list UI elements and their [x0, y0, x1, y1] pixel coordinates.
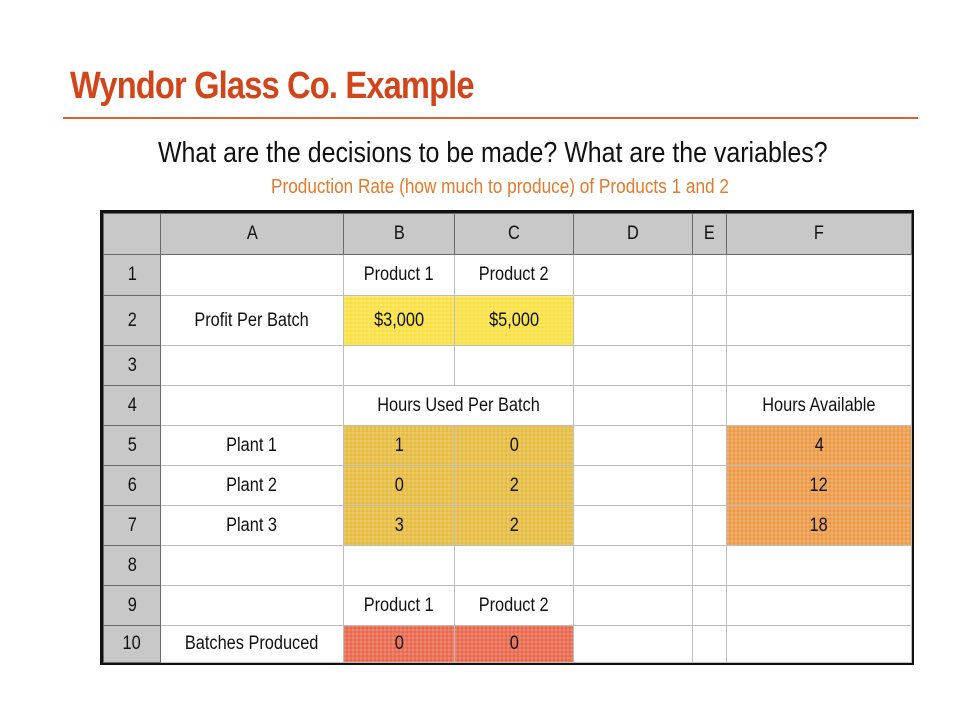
column-header-a[interactable] — [161, 214, 344, 255]
cell-d4[interactable] — [574, 386, 693, 426]
column-header-c[interactable] — [455, 214, 574, 255]
cell-d9[interactable] — [574, 586, 693, 626]
cell-c5[interactable] — [455, 426, 574, 466]
cell-b3[interactable] — [344, 346, 455, 386]
cell-text: 0 — [509, 434, 519, 456]
column-header-b[interactable] — [344, 214, 455, 255]
cell-text: $5,000 — [489, 309, 539, 331]
cell-text: Plant 1 — [226, 434, 278, 456]
question-text: What are the decisions to be made? What are the variables? — [158, 137, 828, 169]
row-number: 3 — [127, 354, 137, 376]
cell-text: 3 — [394, 514, 404, 536]
cell-b2[interactable] — [344, 296, 455, 346]
row-header-5[interactable] — [104, 426, 161, 466]
corner-cell[interactable] — [104, 214, 161, 255]
column-header-label: D — [627, 223, 639, 244]
cell-c7[interactable] — [455, 506, 574, 546]
cell-f7[interactable] — [727, 506, 912, 546]
title-divider — [63, 117, 918, 119]
cell-text: 0 — [394, 474, 404, 496]
table-row — [104, 546, 912, 586]
cell-b1[interactable] — [344, 255, 455, 296]
cell-e8[interactable] — [693, 546, 727, 586]
cell-text: Batches Produced — [185, 633, 319, 654]
cell-text: Profit Per Batch — [194, 309, 310, 331]
cell-c10[interactable] — [455, 626, 574, 663]
cell-f3[interactable] — [727, 346, 912, 386]
cell-f10[interactable] — [727, 626, 912, 663]
table-row — [104, 586, 912, 626]
cell-text: 4 — [814, 434, 824, 456]
row-number: 4 — [127, 394, 137, 416]
cell-e3[interactable] — [693, 346, 727, 386]
cell-c2[interactable] — [455, 296, 574, 346]
table-row — [104, 346, 912, 386]
cell-b6[interactable] — [344, 466, 455, 506]
cell-e7[interactable] — [693, 506, 727, 546]
cell-d3[interactable] — [574, 346, 693, 386]
cell-b9[interactable] — [344, 586, 455, 626]
column-header-d[interactable] — [574, 214, 693, 255]
cell-f6[interactable] — [727, 466, 912, 506]
cell-text: Product 1 — [364, 264, 434, 285]
cell-e2[interactable] — [693, 296, 727, 346]
column-header-e[interactable] — [693, 214, 727, 255]
cell-c6[interactable] — [455, 466, 574, 506]
table-row — [104, 426, 912, 466]
cell-b8[interactable] — [344, 546, 455, 586]
row-header-7[interactable] — [104, 506, 161, 546]
cell-f8[interactable] — [727, 546, 912, 586]
cell-text: Hours Used Per Batch — [377, 394, 540, 416]
row-number: 5 — [127, 434, 137, 456]
cell-text: 2 — [509, 474, 519, 496]
cell-text: 2 — [509, 514, 519, 536]
cell-a2[interactable] — [161, 296, 344, 346]
cell-a1[interactable] — [161, 255, 344, 296]
cell-d1[interactable] — [574, 255, 693, 296]
cell-c3[interactable] — [455, 346, 574, 386]
table-row — [104, 386, 912, 426]
cell-e5[interactable] — [693, 426, 727, 466]
cell-text: Plant 3 — [226, 514, 278, 536]
cell-a5[interactable] — [161, 426, 344, 466]
row-number: 2 — [127, 309, 137, 331]
cell-c1[interactable] — [455, 255, 574, 296]
cell-text: 12 — [809, 474, 829, 496]
row-header-3[interactable] — [104, 346, 161, 386]
cell-a10[interactable] — [161, 626, 344, 663]
cell-a9[interactable] — [161, 586, 344, 626]
cell-a8[interactable] — [161, 546, 344, 586]
row-header-4[interactable] — [104, 386, 161, 426]
cell-text: Product 2 — [479, 594, 549, 616]
table-row — [104, 506, 912, 546]
cell-a3[interactable] — [161, 346, 344, 386]
cell-b10[interactable] — [344, 626, 455, 663]
cell-e9[interactable] — [693, 586, 727, 626]
slide-title: Wyndor Glass Co. Example — [70, 65, 474, 107]
row-number: 9 — [127, 594, 137, 616]
cell-c9[interactable] — [455, 586, 574, 626]
cell-text: 1 — [394, 434, 404, 456]
cell-text: $3,000 — [374, 309, 424, 331]
column-header-label: B — [393, 223, 405, 244]
row-number: 6 — [127, 474, 137, 496]
cell-text: Product 2 — [479, 264, 549, 285]
cell-e4[interactable] — [693, 386, 727, 426]
cell-d5[interactable] — [574, 426, 693, 466]
cell-a6[interactable] — [161, 466, 344, 506]
row-header-1[interactable] — [104, 255, 161, 296]
row-header-9[interactable] — [104, 586, 161, 626]
column-header-label: F — [814, 223, 824, 244]
row-header-6[interactable] — [104, 466, 161, 506]
cell-f4[interactable] — [727, 386, 912, 426]
table-row — [104, 466, 912, 506]
cell-a4[interactable] — [161, 386, 344, 426]
column-header-row — [104, 214, 912, 255]
cell-a7[interactable] — [161, 506, 344, 546]
cell-c8[interactable] — [455, 546, 574, 586]
cell-b5[interactable] — [344, 426, 455, 466]
column-header-f[interactable] — [727, 214, 912, 255]
cell-e6[interactable] — [693, 466, 727, 506]
cell-d8[interactable] — [574, 546, 693, 586]
cell-text: Hours Available — [762, 394, 876, 416]
cell-b7[interactable] — [344, 506, 455, 546]
table-row — [104, 255, 912, 296]
cell-f9[interactable] — [727, 586, 912, 626]
row-number: 7 — [127, 514, 137, 536]
cell-f1[interactable] — [727, 255, 912, 296]
row-number: 1 — [127, 264, 137, 285]
cell-e10[interactable] — [693, 626, 727, 663]
column-header-label: A — [246, 223, 258, 244]
cell-d2[interactable] — [574, 296, 693, 346]
cell-b4-hours-used-header[interactable] — [344, 386, 574, 426]
answer-text: Production Rate (how much to produce) of Products 1 and 2 — [271, 176, 729, 198]
cell-e1[interactable] — [693, 255, 727, 296]
cell-text: 18 — [809, 514, 829, 536]
cell-text: 0 — [394, 633, 404, 654]
cell-d6[interactable] — [574, 466, 693, 506]
cell-f5[interactable] — [727, 426, 912, 466]
row-number: 8 — [127, 554, 137, 576]
row-header-10[interactable] — [104, 626, 161, 663]
cell-text: 0 — [509, 633, 519, 654]
cell-text: Product 1 — [364, 594, 434, 616]
spreadsheet-grid — [103, 213, 912, 663]
row-header-2[interactable] — [104, 296, 161, 346]
cell-d7[interactable] — [574, 506, 693, 546]
table-row — [104, 626, 912, 663]
cell-f2[interactable] — [727, 296, 912, 346]
column-header-label: C — [508, 223, 520, 244]
spreadsheet — [100, 210, 914, 665]
column-header-label: E — [704, 223, 715, 244]
cell-d10[interactable] — [574, 626, 693, 663]
cell-text: Plant 2 — [226, 474, 278, 496]
row-header-8[interactable] — [104, 546, 161, 586]
table-row — [104, 296, 912, 346]
row-number: 10 — [122, 633, 142, 654]
